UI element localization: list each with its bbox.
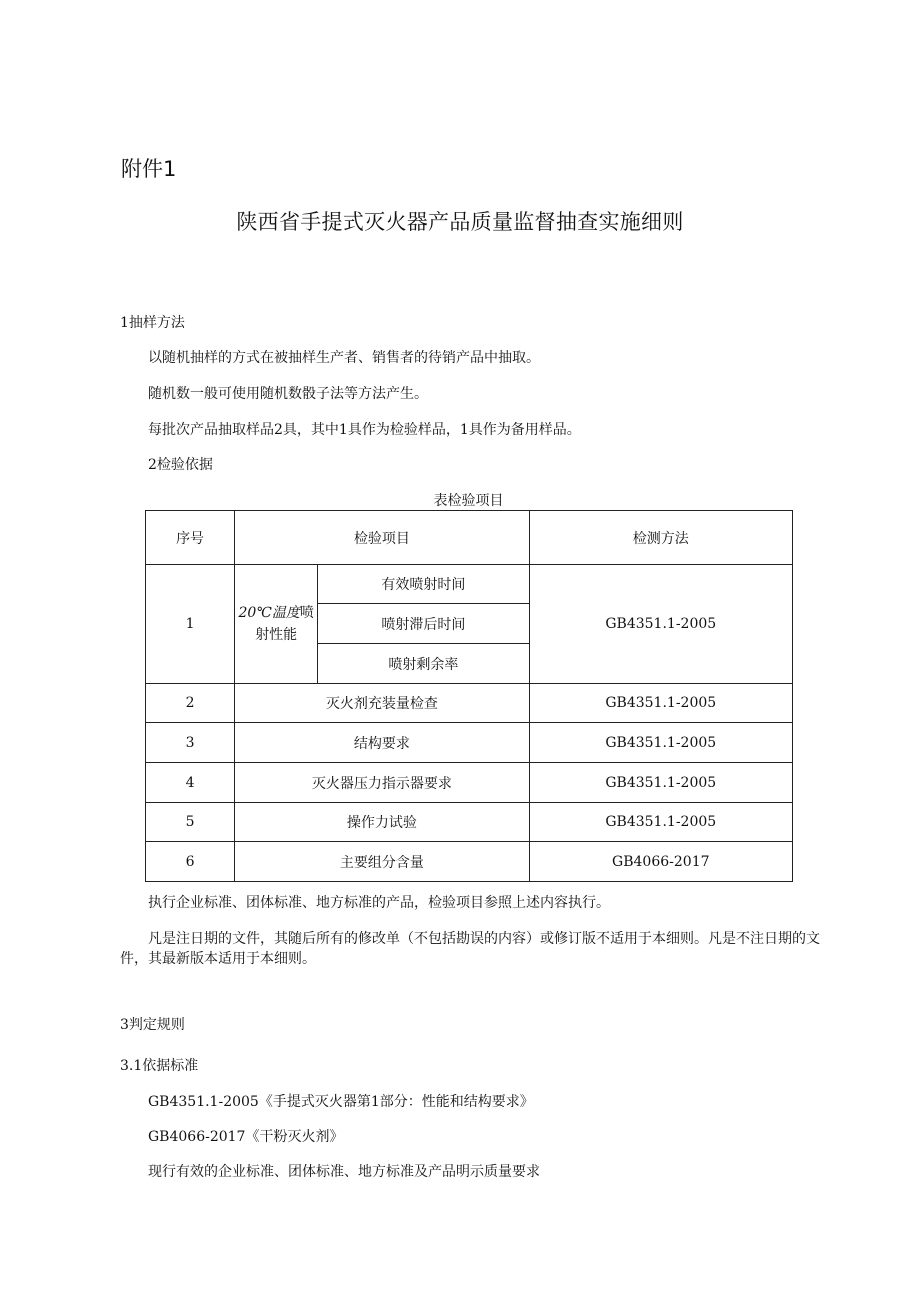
table-row [146,803,793,842]
header-seq: 序号 [146,511,235,565]
sampling-paragraph-1: 以随机抽样的方式在被抽样生产者、销售者的待销产品中抽取。 [148,350,540,366]
subitem-cell: 喷射滞后时间 [318,604,529,644]
table-row [146,684,793,723]
section-3-1-heading: 3.1依据标准 [120,1058,199,1074]
row-seq: 4 [146,763,235,803]
row-method: GB4066-2017 [529,842,792,882]
subitem-cell: 喷射剩余率 [318,644,529,684]
row-item: 结构要求 [235,723,529,763]
row-seq: 5 [146,803,235,842]
section-2-heading: 2检验依据 [148,457,213,473]
header-method: 检测方法 [529,511,792,565]
group-label-italic: 20℃温度 [238,605,300,621]
group-seq: 1 [146,565,235,684]
row-seq: 3 [146,723,235,763]
row-method: GB4351.1-2005 [529,763,792,803]
inspection-items-table [145,510,793,882]
row-method: GB4351.1-2005 [529,723,792,763]
standard-ref-2: GB4066-2017《干粉灭火剂》 [148,1129,344,1145]
standard-ref-1: GB4351.1-2005《手提式灭火器第1部分：性能和结构要求》 [148,1094,534,1110]
note-2: 凡是注日期的文件，其随后所有的修改单（不包括勘误的内容）或修订版不适用于本细则。凡是不注日期的文件，其最新版本适用于本细则。 [120,931,820,967]
standard-ref-3: 现行有效的企业标准、团体标准、地方标准及产品明示质量要求 [148,1164,540,1180]
row-item: 灭火器压力指示器要求 [235,763,529,803]
row-seq: 6 [146,842,235,882]
group-label-rest: 喷射性能 [255,605,314,643]
note-1: 执行企业标准、团体标准、地方标准的产品，检验项目参照上述内容执行。 [148,895,610,911]
table-row [146,842,793,882]
table-row [146,565,793,604]
row-item: 操作力试验 [235,803,529,842]
table-caption: 表检验项目 [433,493,504,509]
row-method: GB4351.1-2005 [529,803,792,842]
attachment-label: 附件1 [121,157,177,181]
table-row [146,763,793,803]
group-label [235,565,318,684]
table-header-row [146,511,793,565]
group-method: GB4351.1-2005 [529,565,792,684]
header-item: 检验项目 [235,511,529,565]
row-item: 灭火剂充装量检查 [235,684,529,723]
table-row [146,723,793,763]
subitem-cell: 有效喷射时间 [318,565,529,604]
section-3-heading: 3判定规则 [120,1017,185,1033]
row-item: 主要组分含量 [235,842,529,882]
row-seq: 2 [146,684,235,723]
row-method: GB4351.1-2005 [529,684,792,723]
sampling-paragraph-3: 每批次产品抽取样品2具，其中1具作为检验样品，1具作为备用样品。 [148,422,581,438]
document-title: 陕西省手提式灭火器产品质量监督抽查实施细则 [236,210,684,234]
sampling-paragraph-2: 随机数一般可使用随机数骰子法等方法产生。 [148,386,428,402]
section-1-heading: 1抽样方法 [120,315,185,331]
